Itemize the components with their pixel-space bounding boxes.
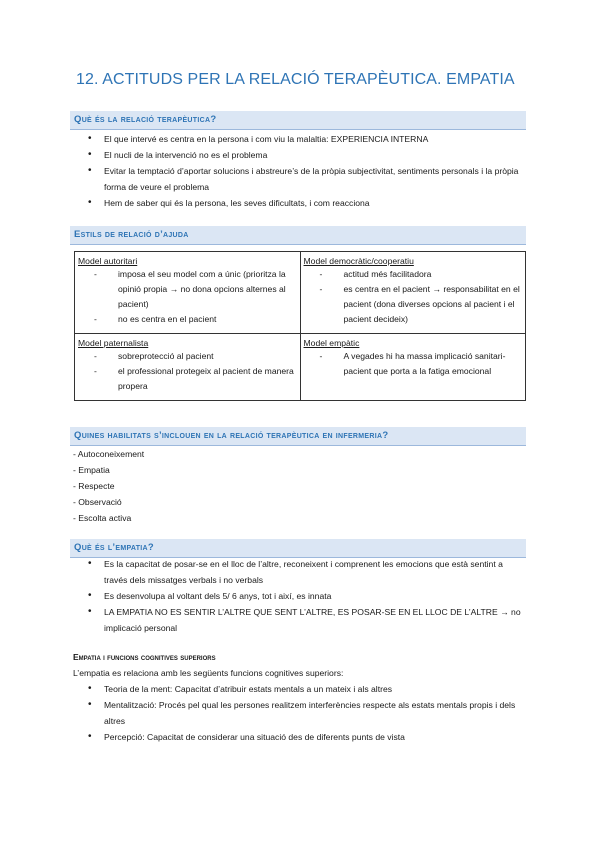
- cell-title: Model democràtic/cooperatiu: [303, 256, 414, 266]
- list-item: • Teoria de la ment: Capacitat d’atribuir estats mentals a un mateix i als altres: [74, 681, 526, 697]
- table-cell-democratic: [300, 252, 526, 334]
- list-item: • LA EMPATIA NO ES SENTIR L’ALTRE QUE SENT L’ALTRE, ES POSAR-SE EN EL LLOC DE L’ALTRE → no implicació personal: [74, 604, 526, 636]
- list-item: - Autoconeixement: [73, 449, 145, 459]
- cell-item: - actitud més facilitadora: [319, 269, 432, 279]
- cell-title: Model empàtic: [303, 338, 360, 348]
- subheading: Empatia i funcions cognitives superiors: [73, 652, 216, 662]
- list-item: • Mentalització: Procés pel qual les persones realitzem interferències respecte als estats mentals propis i dels altres: [74, 697, 526, 729]
- table-cell-autoritari: [75, 252, 301, 334]
- section-heading: Estils de relació d’ajuda: [74, 229, 189, 240]
- table-cell-paternalista: [75, 334, 301, 401]
- cell-item: - imposa el seu model com a únic (prioritza la opinió propia → no dona opcions alternes al pacient): [94, 269, 286, 309]
- section-heading: Què és l’empatia?: [74, 542, 155, 553]
- list-item: • El que intervé es centra en la persona i com viu la malaltia: EXPERIENCIA INTERNA: [74, 131, 526, 147]
- section-heading-band: [70, 226, 526, 244]
- cell-item: - A vegades hi ha massa implicació sanitari-pacient que porta a la fatiga emocional: [319, 351, 506, 376]
- cell-title: Model paternalista: [78, 338, 149, 348]
- list-item: • Es desenvolupa al voltant dels 5/ 6 anys, tot i així, es innata: [74, 588, 526, 604]
- list-item: • Percepció: Capacitat de considerar una situació des de diferents punts de vista: [74, 729, 526, 745]
- section-heading-band: [70, 427, 526, 445]
- cell-item: - el professional protegeix al pacient de manera propera: [94, 366, 294, 391]
- table-cell-empatic: [300, 334, 526, 401]
- list-item: - Respecte: [73, 481, 115, 491]
- cell-item: - sobreprotecció al pacient: [94, 351, 214, 361]
- bullet-list: [74, 131, 526, 211]
- paragraph: L’empatia es relaciona amb les següents funcions cognitives superiors:: [73, 668, 344, 678]
- section-heading: Quines habilitats s’inclouen en la relació terapèutica en infermeria?: [74, 430, 389, 441]
- list-item: • Hem de saber qui és la persona, les seves dificultats, i com reacciona: [74, 195, 526, 211]
- page-title: 12. ACTITUDS PER LA RELACIÓ TERAPÈUTICA. EMPATIA: [76, 71, 515, 88]
- relation-styles-table: [74, 251, 526, 401]
- cell-title: Model autoritari: [78, 256, 138, 266]
- cell-item: - es centra en el pacient → responsabilitat en el pacient (dona diverses opcions al pacient i el pacient decideix): [319, 284, 520, 324]
- cell-item: - no es centra en el pacient: [94, 314, 217, 324]
- divider: [70, 244, 526, 245]
- list-item: - Observació: [73, 497, 122, 507]
- list-item: - Empatia: [73, 465, 110, 475]
- section-heading-band: [70, 111, 526, 129]
- bullet-list: [74, 681, 526, 745]
- list-item: • Evitar la temptació d’aportar solucions i abstreure’s de la pròpia subjectivitat, sentiments personals i la pròpia forma de veure el problema: [74, 163, 526, 195]
- divider: [70, 129, 526, 130]
- section-heading: Què és la relació terapèutica?: [74, 114, 217, 125]
- section-heading-band: [70, 539, 526, 557]
- list-item: • Es la capacitat de posar-se en el lloc de l’altre, reconeixent i comprenent les emocions que està sentint a través dels missatges verbals i no verbals: [74, 556, 526, 588]
- list-item: • El nucli de la intervenció no es el problema: [74, 147, 526, 163]
- list-item: - Escolta activa: [73, 513, 132, 523]
- bullet-list: [74, 556, 526, 636]
